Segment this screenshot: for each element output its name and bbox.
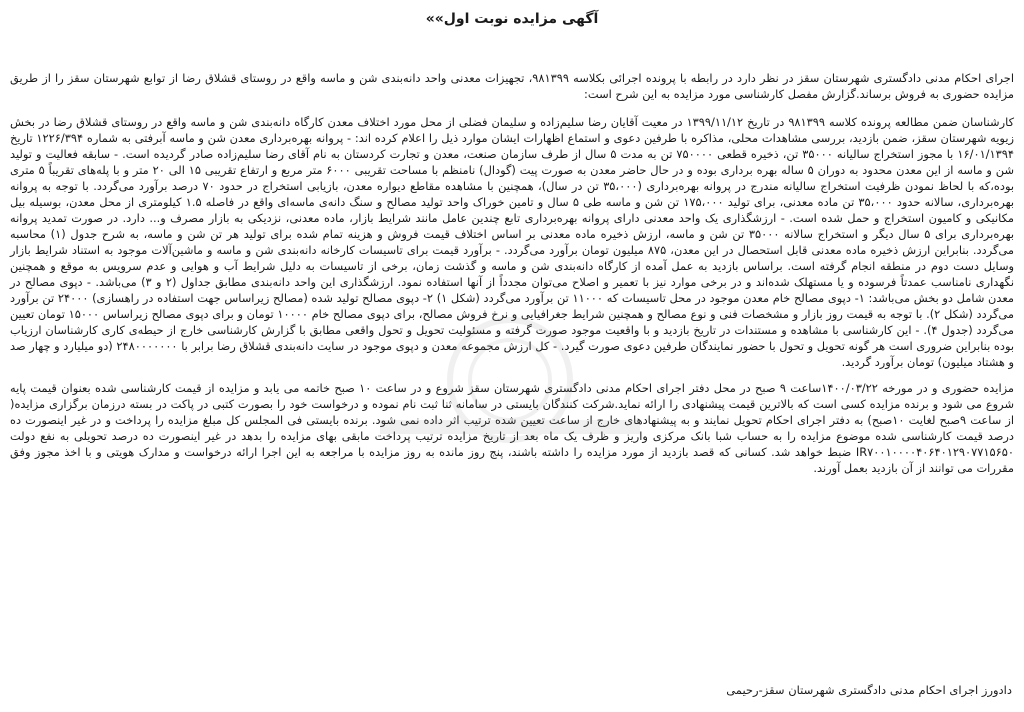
intro-paragraph: اجرای احکام مدنی دادگستری شهرستان سقز در نظر دارد در رابطه با پرونده اجرائی بکلاسه ۹۸۱۳۹۹، تجهیزات معدنی واحد دانه‌بندی شن و ماسه واقع در روستای قشلاق رضا از توابع شهرستان سقز را از طریق مزایده حضوری به فروش برساند.گزارش مفصل کارشناسی مورد مزایده به این شرح است: (10, 71, 1014, 101)
expert-report-paragraph: کارشناسان ضمن مطالعه پرونده کلاسه ۹۸۱۳۹۹ در تاریخ ۱۳۹۹/۱۱/۱۲ در معیت آقایان رضا سلیم‌زاده و سلیمان فضلی از محل مورد اختلاف معدن کارگاه دانه‌بندی شن و ماسه واقع در روستای قشلاق رضا در بخش زیویه شهرستان سقز، ضمن بازدید، بررسی مشاهدات محلی، مذاکره با طرفین دعوی و استماع اظهارات ایشان موارد ذیل را اعلام کرده اند: - پروانه بهره‌برداری معدن شن و ماسه آبرفتی به شماره ۱۲۲۶/۳۹۴ تاریخ ۱۶/۰۱/۱۳۹۴ با مجوز استخراج سالیانه ۳۵۰۰۰ تن، ذخیره قطعی ۷۵۰۰۰۰ تن به مدت ۵ سال از طرف سازمان صنعت، معدن و تجارت کردستان به نام آقای رضا سلیم‌زاده صادر گردیده است. - سابقه فعالیت و تولید شن و ماسه از این معدن محدود به دوران ۵ ساله بهره برداری بوده و در حال حاضر معدن به صورت پیت (گودال) نامنظم با مساحت تقریبی ۶۰۰۰ متر مربع و ارتفاع تقریبی ۱۵ الی ۲۰ متر و با پله‌های تقریباً ۵ متری بوده،که با لحاظ نمودن ظرفیت استخراج سالیانه مندرج در پروانه بهره‌برداری (۳۵،۰۰۰ تن در سال)، همچنین با مشاهده مقاطع دیواره معدن، بازیابی استخراج در حدود ۷۰ درصد برآورد می‌گردد. با توجه به پروانه بهره‌برداری، سالانه حدود ۳۵،۰۰۰ تن ماده معدنی، برای تولید ۱۷۵،۰۰۰ تن شن و ماسه طی ۵ سال و تامین خوراک واحد تولید مصالح و سنگ دانه‌ی ماسه‌ای واقع در فاصله ۱.۵ کیلومتری از محل معدن، بوسیله بیل مکانیکی و کامیون استخراج و حمل شده است. - ارزشگذاری یک واحد معدنی دارای پروانه بهره‌برداری تابع چندین عامل مانند شرایط بازار، ماده معدنی، نزدیکی به بازار مصرف و... دارد. در صورت تمدید پروانه بهره‌برداری برای ۵ سال دیگر و استخراج سالانه ۳۵۰۰۰ تن شن و ماسه، ارزش ذخیره ماده معدنی بر اساس اختلاف قیمت فروش و هزینه تمام شده برای تولید هر تن شن و ماسه، به شرح جدول (۱) محاسبه می‌گردد. بنابراین ارزش ذخیره ماده معدنی قابل استحصال در این معدن، ۸۷۵ میلیون تومان برآورد می‌گردد. - برآورد قیمت برای تاسیسات کارخانه دانه‌بندی شن و ماسه و ماشین‌آلات موجود به استناد شرایط بازار وسایل دست دوم در منطقه انجام گرفته است. براساس بازدید به عمل آمده از کارگاه دانه‌بندی شن و ماسه و گذشت زمان، برخی از تاسیسات به دلیل شرایط آب و هوایی و عدم سرویس به موقع و همچنین نگهداری نامناسب عمدتاً فرسوده و یا مستهلک شده‌اند و در برخی موارد نیز با تعمیر و اصلاح می‌توان مجدداً از آنها استفاده نمود. ارزشگذاری این واحد دانه‌بندی مطابق جداول (۲ و ۳) می‌باشد. - دپوی مصالح در معدن شامل دو بخش می‌باشد: ۱- دپوی مصالح خام معدن موجود در محل تاسیسات که ۱۱۰۰۰ تن برآورد می‌گردد (شکل ۱) ۲- دپوی مصالح تولید شده (مصالح زیراساس جهت استفاده در راهسازی) ۲۴۰۰۰ تن برآورد می‌گردد (شکل ۲). با توجه به قیمت روز بازار و مشخصات فنی و نوع مصالح و همچنین شرایط جغرافیایی و نرخ فروش مصالح، برای دپوی مصالح خام ۱۰۰۰۰ تومان و برای دپوی مصالح زیراساس ۱۵۰۰۰ تومان تعیین می‌گردد (جدول ۴). - این کارشناسی با مشاهده و مستندات در تاریخ بازدید و با واقعیت موجود صورت گرفته و مسئولیت تحویل و تحول واقعی مطابق با گزارش کارشناسی خارج از حیطه‌ی کاری کارشناسان ارزیاب بوده بنابراین ضروری است هر گونه تحویل و تحول با حضور نمایندگان طرفین دعوی صورت گیرد. - کل ارزش مجموعه معدن و دپوی موجود در سایت دانه‌بندی قشلاق رضا برابر با ۲۴۸۰۰۰۰۰۰۰ (دو میلیارد و چهار صد و هشتاد میلیون) تومان برآورد گردید. (10, 115, 1015, 369)
auction-terms-paragraph: مزایده حضوری و در مورخه ۱۴۰۰/۰۳/۲۲ساعت ۹ صبح در محل دفتر اجرای احکام مدنی دادگستری شهرستان سقز شروع و در ساعت ۱۰ صبح خاتمه می یابد و مزایده از قیمت کارشناسی شده بعنوان قیمت پایه شروع می شود و برنده مزایده کسی است که بالاترین قیمت پیشنهادی را ارائه نماید.شرکت کنندگان بایستی در سامانه ثنا ثبت نام نموده و درخواست خود را بصورت کتبی در پاکت در بسته درزمان برگزاری مزایده( از ساعت ۹صبح لغایت ۱۰صبح) به دفتر اجرای احکام تحویل نمایند و به پیشنهادهای خارج از ساعت تعیین شده ترتیب اثر داده نمی شود. برنده بایستی فی المجلس کل مبلغ مزایده را پرداخت و در غیر اینصورت ده درصد قیمت کارشناسی شده موضوع مزایده را به حساب شبا بانک مرکزی واریز و ظرف یک ماه بعد از تاریخ مزایده ترتیب پرداخت مابقی بهای مزایده را بدهد در غیر اینصورت ده درصد تحویلی به نفع دولت IR۷۰۰۱۰۰۰۰۴۰۶۴۰۱۲۹۰۷۷۱۵۶۵۰ ضبط خواهد شد. کسانی که قصد بازدید از مورد مزایده را داشته باشند، پنج روز مانده به روز مزایده با مراجعه به این اجرا ارائه درخواست و مدارک هویتی و با اخذ مجوز وفق مقررات می توانند از آن بازدید بعمل آورند. (10, 381, 1015, 475)
notice-title: آگهی مزایده نوبت اول»» (425, 11, 599, 27)
signature-line: دادورز اجرای احکام مدنی دادگستری شهرستان سقز-رحیمی (726, 683, 1012, 697)
